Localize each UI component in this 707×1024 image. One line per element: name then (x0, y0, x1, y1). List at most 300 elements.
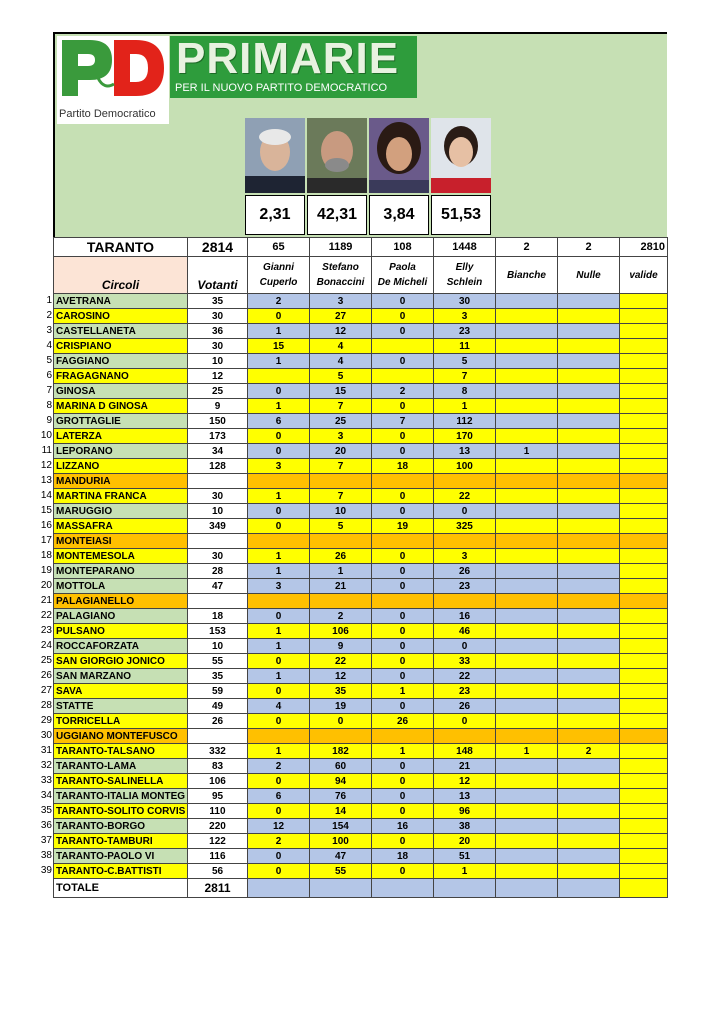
row-number: 3 (46, 325, 52, 336)
vote-cell: 0 (248, 804, 310, 819)
circolo-name: STATTE (54, 699, 188, 714)
vote-cell (620, 774, 668, 789)
vote-cell (620, 609, 668, 624)
vote-cell: 0 (248, 774, 310, 789)
vote-cell (620, 594, 668, 609)
vote-cell (496, 504, 558, 519)
row-number: 13 (40, 475, 52, 486)
vote-cell: 325 (434, 519, 496, 534)
city-name: TARANTO (54, 238, 188, 257)
vote-cell: 10 (310, 504, 372, 519)
row-number: 8 (46, 400, 52, 411)
votanti-cell: 35 (188, 669, 248, 684)
vote-cell (558, 324, 620, 339)
col-header-votanti: Votanti (188, 257, 248, 294)
vote-cell: 23 (434, 579, 496, 594)
circolo-name: TARANTO-SOLITO CORVIS (54, 804, 188, 819)
vote-cell: 0 (372, 654, 434, 669)
vote-cell: 112 (434, 414, 496, 429)
vote-cell: 12 (310, 669, 372, 684)
vote-cell: 0 (248, 444, 310, 459)
row-number: 33 (40, 775, 52, 786)
row-number: 11 (41, 445, 52, 456)
vote-cell (558, 669, 620, 684)
banner-subtitle: PER IL NUOVO PARTITO DEMOCRATICO (175, 82, 388, 94)
row-number: 22 (40, 610, 52, 621)
table-row (54, 294, 668, 309)
vote-cell: 23 (434, 324, 496, 339)
vote-cell (248, 729, 310, 744)
vote-cell (372, 729, 434, 744)
vote-cell (496, 594, 558, 609)
vote-cell (496, 849, 558, 864)
vote-cell (558, 534, 620, 549)
vote-cell (558, 624, 620, 639)
circolo-name: LATERZA (54, 429, 188, 444)
column-labels-row (54, 257, 668, 294)
circolo-name: PALAGIANO (54, 609, 188, 624)
vote-cell: 2 (248, 834, 310, 849)
vote-cell (496, 324, 558, 339)
table-row (54, 834, 668, 849)
votanti-cell (188, 594, 248, 609)
vote-cell: 0 (372, 579, 434, 594)
vote-cell: 5 (310, 369, 372, 384)
vote-cell: 0 (372, 489, 434, 504)
de-micheli-first-name: Paola (389, 262, 416, 273)
votanti-cell: 173 (188, 429, 248, 444)
vote-cell (620, 339, 668, 354)
row-number: 12 (40, 460, 52, 471)
vote-cell: 7 (310, 459, 372, 474)
vote-cell: 0 (372, 309, 434, 324)
vote-cell: 3 (310, 429, 372, 444)
table-row (54, 639, 668, 654)
vote-cell: 16 (434, 609, 496, 624)
vote-cell: 38 (434, 819, 496, 834)
vote-cell: 0 (248, 609, 310, 624)
vote-cell (558, 684, 620, 699)
circolo-name: TARANTO-ITALIA MONTEG (54, 789, 188, 804)
vote-cell (620, 834, 668, 849)
total-row-cell (558, 879, 620, 898)
table-row (54, 789, 668, 804)
table-row (54, 324, 668, 339)
vote-cell (620, 474, 668, 489)
row-number: 17 (40, 535, 52, 546)
votanti-cell (188, 729, 248, 744)
vote-cell (496, 414, 558, 429)
row-number: 34 (40, 790, 52, 801)
row-number: 15 (40, 505, 52, 516)
vote-cell (496, 819, 558, 834)
vote-cell: 7 (310, 489, 372, 504)
total-row-cell (310, 879, 372, 898)
vote-cell: 35 (310, 684, 372, 699)
vote-cell: 51 (434, 849, 496, 864)
vote-cell: 26 (372, 714, 434, 729)
vote-cell (620, 624, 668, 639)
circolo-name: TARANTO-LAMA (54, 759, 188, 774)
votanti-cell: 26 (188, 714, 248, 729)
circolo-name: GROTTAGLIE (54, 414, 188, 429)
vote-cell: 60 (310, 759, 372, 774)
vote-cell: 22 (310, 654, 372, 669)
votanti-cell: 332 (188, 744, 248, 759)
bonaccini-first-name: Stefano (322, 262, 359, 273)
vote-cell: 12 (434, 774, 496, 789)
votanti-cell: 55 (188, 654, 248, 669)
row-number: 21 (40, 595, 52, 606)
vote-cell: 2 (310, 609, 372, 624)
vote-cell: 26 (434, 564, 496, 579)
vote-cell (496, 864, 558, 879)
vote-cell (620, 789, 668, 804)
vote-cell (620, 579, 668, 594)
circolo-name: MOTTOLA (54, 579, 188, 594)
vote-cell (310, 729, 372, 744)
vote-cell (558, 714, 620, 729)
vote-cell (496, 534, 558, 549)
sheet-header (53, 32, 667, 237)
votanti-cell: 49 (188, 699, 248, 714)
vote-cell: 19 (310, 699, 372, 714)
vote-cell (496, 714, 558, 729)
votanti-cell: 30 (188, 309, 248, 324)
vote-cell (496, 294, 558, 309)
row-number: 23 (40, 625, 52, 636)
vote-cell: 0 (248, 864, 310, 879)
vote-cell: 18 (372, 849, 434, 864)
vote-cell (558, 294, 620, 309)
vote-cell (496, 624, 558, 639)
total-votanti: 2814 (188, 238, 248, 257)
vote-cell: 0 (248, 504, 310, 519)
vote-cell: 26 (434, 699, 496, 714)
vote-cell: 26 (310, 549, 372, 564)
votanti-cell: 153 (188, 624, 248, 639)
vote-cell (496, 354, 558, 369)
vote-cell (620, 459, 668, 474)
row-number: 4 (46, 340, 52, 351)
circolo-name: CRISPIANO (54, 339, 188, 354)
vote-cell (558, 699, 620, 714)
vote-cell (620, 354, 668, 369)
vote-cell: 0 (248, 384, 310, 399)
votanti-cell: 150 (188, 414, 248, 429)
vote-cell (620, 369, 668, 384)
de-micheli-last-name: De Micheli (377, 277, 428, 288)
vote-cell (496, 834, 558, 849)
vote-cell: 5 (434, 354, 496, 369)
vote-cell (620, 489, 668, 504)
vote-cell (558, 729, 620, 744)
table-row (54, 339, 668, 354)
vote-cell: 0 (248, 849, 310, 864)
votanti-cell: 30 (188, 489, 248, 504)
vote-cell (496, 654, 558, 669)
vote-cell: 11 (434, 339, 496, 354)
table-row (54, 549, 668, 564)
total-row-cell (248, 879, 310, 898)
banner-title: PRIMARIE (176, 34, 400, 83)
vote-cell: 3 (248, 579, 310, 594)
vote-cell (496, 609, 558, 624)
vote-cell: 14 (310, 804, 372, 819)
vote-cell (248, 534, 310, 549)
vote-cell (558, 804, 620, 819)
circolo-name: PALAGIANELLO (54, 594, 188, 609)
vote-cell: 94 (310, 774, 372, 789)
vote-cell (496, 339, 558, 354)
circolo-name: MASSAFRA (54, 519, 188, 534)
vote-cell: 15 (248, 339, 310, 354)
vote-cell (558, 474, 620, 489)
vote-cell: 7 (310, 399, 372, 414)
vote-cell (558, 639, 620, 654)
col-header-circoli: Circoli (54, 257, 188, 294)
col-header-bianche: Bianche (496, 257, 558, 294)
row-number: 37 (40, 835, 52, 846)
vote-cell: 0 (372, 699, 434, 714)
table-row (54, 609, 668, 624)
vote-cell: 100 (434, 459, 496, 474)
circolo-name: CAROSINO (54, 309, 188, 324)
circolo-name: CASTELLANETA (54, 324, 188, 339)
vote-cell (496, 489, 558, 504)
votanti-cell: 106 (188, 774, 248, 789)
table-row (54, 474, 668, 489)
pd-logo-icon (60, 38, 166, 98)
vote-cell (496, 309, 558, 324)
vote-cell: 6 (248, 789, 310, 804)
vote-cell: 170 (434, 429, 496, 444)
vote-cell: 21 (434, 759, 496, 774)
vote-cell (372, 369, 434, 384)
votanti-cell: 9 (188, 399, 248, 414)
table-row (54, 729, 668, 744)
vote-cell (558, 594, 620, 609)
vote-cell (372, 474, 434, 489)
vote-cell (620, 564, 668, 579)
votanti-cell: 116 (188, 849, 248, 864)
vote-cell: 0 (310, 714, 372, 729)
vote-cell: 1 (248, 624, 310, 639)
row-number: 20 (40, 580, 52, 591)
vote-cell (620, 414, 668, 429)
table-row (54, 669, 668, 684)
total-row-cell (372, 879, 434, 898)
votanti-cell: 95 (188, 789, 248, 804)
vote-cell (558, 459, 620, 474)
row-number: 14 (40, 490, 52, 501)
circolo-name: FAGGIANO (54, 354, 188, 369)
vote-cell: 25 (310, 414, 372, 429)
vote-cell (496, 804, 558, 819)
percentage-de-micheli: 3,84 (369, 195, 429, 235)
vote-cell (496, 699, 558, 714)
votanti-cell: 10 (188, 639, 248, 654)
vote-cell (496, 684, 558, 699)
vote-cell (620, 714, 668, 729)
vote-cell: 100 (310, 834, 372, 849)
schlein-last-name: Schlein (446, 277, 483, 288)
vote-cell (558, 339, 620, 354)
vote-cell: 46 (434, 624, 496, 639)
vote-cell (496, 549, 558, 564)
circolo-name: MARINA D GINOSA (54, 399, 188, 414)
vote-cell (620, 654, 668, 669)
vote-cell: 1 (372, 684, 434, 699)
vote-cell: 3 (248, 459, 310, 474)
table-row (54, 489, 668, 504)
vote-cell (496, 669, 558, 684)
col-header-nulle: Nulle (558, 257, 620, 294)
total-de-micheli: 108 (372, 238, 434, 257)
vote-cell: 0 (372, 624, 434, 639)
vote-cell: 4 (248, 699, 310, 714)
vote-cell: 0 (372, 789, 434, 804)
circoli-rows (54, 294, 668, 879)
vote-cell (620, 549, 668, 564)
candidate-photo-de-micheli (369, 118, 429, 193)
vote-cell (558, 549, 620, 564)
vote-cell: 154 (310, 819, 372, 834)
vote-cell: 21 (310, 579, 372, 594)
vote-cell (248, 594, 310, 609)
circolo-name: UGGIANO MONTEFUSCO (54, 729, 188, 744)
table-row (54, 429, 668, 444)
col-header-schlein (434, 257, 496, 294)
vote-cell (372, 534, 434, 549)
cuperlo-first-name: Gianni (262, 262, 295, 273)
vote-cell (620, 864, 668, 879)
circolo-name: SAN MARZANO (54, 669, 188, 684)
vote-cell: 30 (434, 294, 496, 309)
circolo-name: TORRICELLA (54, 714, 188, 729)
col-header-cuperlo (248, 257, 310, 294)
total-schlein: 1448 (434, 238, 496, 257)
vote-cell (558, 864, 620, 879)
votanti-cell: 56 (188, 864, 248, 879)
votanti-cell: 128 (188, 459, 248, 474)
vote-cell: 2 (248, 759, 310, 774)
circolo-name: TARANTO-C.BATTISTI (54, 864, 188, 879)
vote-cell: 12 (310, 324, 372, 339)
vote-cell (496, 429, 558, 444)
vote-cell (558, 384, 620, 399)
vote-cell: 33 (434, 654, 496, 669)
total-row-cell (496, 879, 558, 898)
vote-cell (620, 384, 668, 399)
vote-cell: 4 (310, 354, 372, 369)
total-row-cell (434, 879, 496, 898)
table-row (54, 804, 668, 819)
vote-cell (558, 354, 620, 369)
cuperlo-last-name: Cuperlo (259, 277, 298, 288)
vote-cell (558, 759, 620, 774)
vote-cell (558, 579, 620, 594)
vote-cell (620, 309, 668, 324)
vote-cell (558, 414, 620, 429)
vote-cell: 2 (372, 384, 434, 399)
votanti-cell: 349 (188, 519, 248, 534)
vote-cell: 1 (248, 489, 310, 504)
circolo-name: MONTEMESOLA (54, 549, 188, 564)
col-header-valide: valide (620, 257, 668, 294)
percentage-bonaccini: 42,31 (307, 195, 367, 235)
table-row (54, 564, 668, 579)
vote-cell (496, 759, 558, 774)
table-row (54, 699, 668, 714)
vote-cell: 55 (310, 864, 372, 879)
row-number: 25 (40, 655, 52, 666)
circolo-name: LEPORANO (54, 444, 188, 459)
votanti-cell: 59 (188, 684, 248, 699)
vote-cell: 0 (248, 684, 310, 699)
vote-cell (558, 444, 620, 459)
vote-cell: 0 (248, 519, 310, 534)
vote-cell (620, 534, 668, 549)
vote-cell: 2 (558, 744, 620, 759)
vote-cell (558, 399, 620, 414)
table-row (54, 444, 668, 459)
table-row (54, 819, 668, 834)
vote-cell: 13 (434, 789, 496, 804)
votanti-cell: 30 (188, 339, 248, 354)
row-number: 24 (40, 640, 52, 651)
candidate-photo-schlein (431, 118, 491, 193)
vote-cell: 0 (372, 324, 434, 339)
table-row (54, 519, 668, 534)
table-row (54, 624, 668, 639)
col-header-bonaccini (310, 257, 372, 294)
vote-cell: 0 (372, 759, 434, 774)
votanti-cell: 12 (188, 369, 248, 384)
summary-row (54, 238, 668, 257)
vote-cell: 1 (248, 354, 310, 369)
votanti-cell: 220 (188, 819, 248, 834)
vote-cell: 1 (310, 564, 372, 579)
table-row (54, 714, 668, 729)
vote-cell (620, 669, 668, 684)
votanti-cell: 122 (188, 834, 248, 849)
row-number: 30 (40, 730, 52, 741)
vote-cell (558, 489, 620, 504)
vote-cell: 1 (496, 444, 558, 459)
vote-cell: 1 (372, 744, 434, 759)
vote-cell (310, 594, 372, 609)
vote-cell: 7 (434, 369, 496, 384)
votanti-cell: 47 (188, 579, 248, 594)
vote-cell: 1 (248, 669, 310, 684)
circolo-name: GINOSA (54, 384, 188, 399)
circolo-name: AVETRANA (54, 294, 188, 309)
vote-cell: 7 (372, 414, 434, 429)
percentage-cuperlo: 2,31 (245, 195, 305, 235)
total-cuperlo: 65 (248, 238, 310, 257)
vote-cell (558, 654, 620, 669)
votanti-cell (188, 474, 248, 489)
vote-cell: 15 (310, 384, 372, 399)
vote-cell: 0 (372, 864, 434, 879)
total-row-cell (620, 879, 668, 898)
vote-cell: 0 (372, 354, 434, 369)
vote-cell (496, 729, 558, 744)
vote-cell: 16 (372, 819, 434, 834)
circolo-name: TARANTO-BORGO (54, 819, 188, 834)
vote-cell: 0 (372, 774, 434, 789)
